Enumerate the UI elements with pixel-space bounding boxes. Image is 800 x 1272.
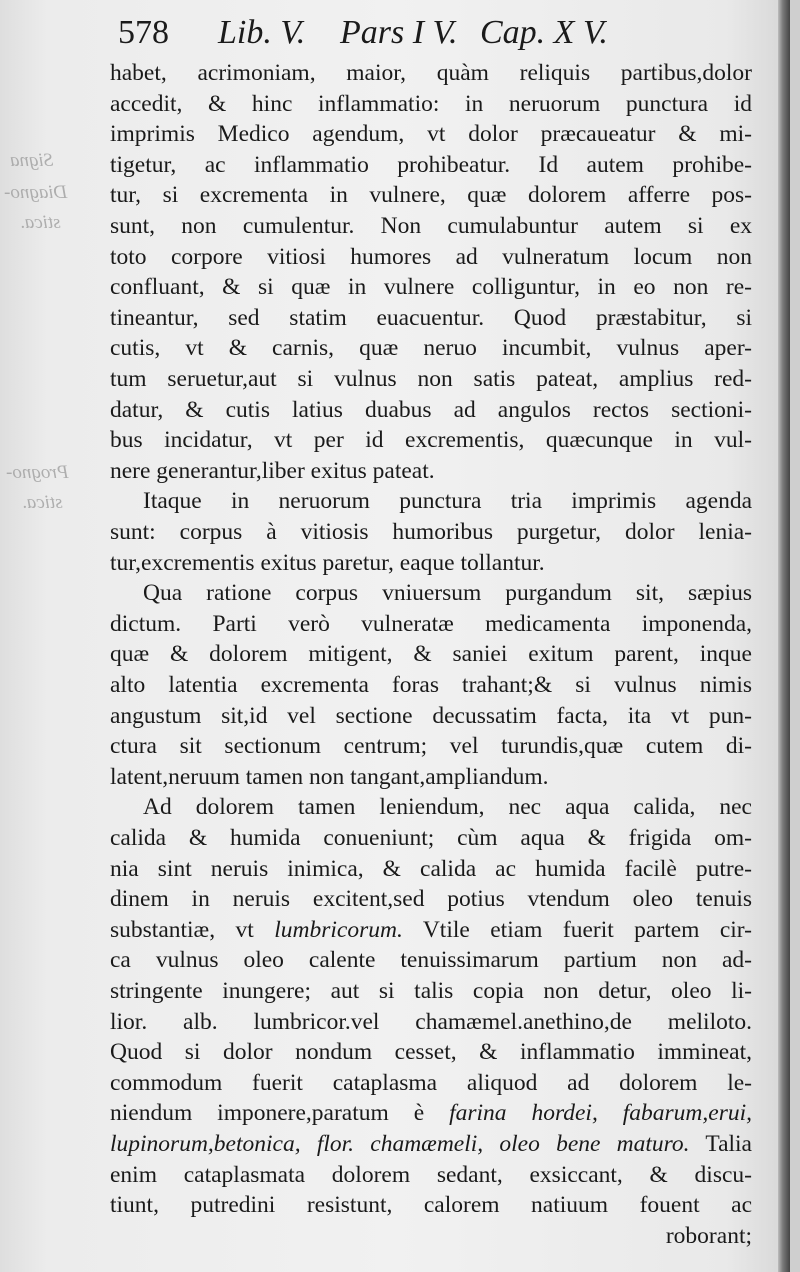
text-line: Quod si dolor nondum cesset, & inflammatio immineat, xyxy=(110,1039,752,1066)
text-line: latent,neruum tamen non tangant,ampliandum. xyxy=(110,763,549,790)
text-line: habet, acrimoniam, maior, quàm reliquis partibus,dolor xyxy=(110,60,752,86)
header-part: Pars I V. xyxy=(340,14,458,51)
text-segment: substantiæ, vt xyxy=(110,916,275,943)
italic-term: farina hordei, fabarum,erui, xyxy=(449,1100,752,1127)
text-line xyxy=(110,1098,752,1128)
text-line: quæ & dolorem mitigent, & saniei exitum parent, inque xyxy=(110,641,752,668)
text-segment: niendum imponere,paratum è xyxy=(110,1100,450,1127)
text-line: nere generantur,liber exitus pateat. xyxy=(110,457,435,484)
text-line: imprimis Medico agendum, vt dolor præcaueatur & mi- xyxy=(110,121,752,148)
text-segment: tiunt, putredini resistunt, calorem natiuum fouent ac xyxy=(110,1192,752,1219)
text-line: datur, & cutis latius duabus ad angulos rectos sectioni- xyxy=(110,396,752,423)
text-line xyxy=(110,1160,752,1190)
text-line: nia sint neruis inimica, & calida ac humida facilè putre- xyxy=(110,855,752,882)
text-segment: Vtile etiam fuerit partem cir- xyxy=(402,916,752,943)
text-line: toto corpore vitiosi humores ad vulneratum locum non xyxy=(110,243,752,270)
text-line: dinem in neruis excitent,sed potius vtendum oleo tenuis xyxy=(110,886,752,913)
margin-note-signa: Signa xyxy=(10,150,54,171)
text-segment: roborant; xyxy=(665,1222,752,1249)
text-line: tum seruetur,aut si vulnus non satis pateat, amplius red- xyxy=(110,366,752,392)
margin-note-stica-1: stica. xyxy=(20,212,61,233)
text-line xyxy=(110,915,752,945)
text-line: sunt: corpus à vitiosis humoribus purgetur, dolor lenia- xyxy=(110,519,752,545)
italic-term: lupinorum,betonica, flor. chamæmeli, oleo bene maturo. xyxy=(110,1131,690,1157)
text-line: angustum sit,id vel sectione decussatim facta, ita vt pun- xyxy=(110,702,752,729)
text-line: dictum. Parti verò vulneratæ medicamenta imponenda, xyxy=(110,610,752,637)
margin-note-diagno: Diagno- xyxy=(4,182,68,203)
text-line: accedit, & hinc inflammatio: in neruorum punctura id xyxy=(110,90,752,117)
text-line: Qua ratione corpus vniuersum purgandum sit, sæpius xyxy=(143,580,752,607)
text-line: sunt, non cumulentur. Non cumulabuntur autem si ex xyxy=(110,213,752,239)
text-line xyxy=(110,1190,752,1220)
text-segment: Talia xyxy=(689,1131,752,1157)
text-line: lior. alb. lumbricor.vel chamæmel.anethino,de meliloto. xyxy=(110,1008,752,1035)
text-segment: enim cataplasmata dolorem sedant, exsiccant, & discu- xyxy=(110,1161,752,1188)
text-line: bus incidatur, vt per id excrementis, quæcunque in vul- xyxy=(110,427,752,454)
header-chapter: Cap. X V. xyxy=(480,14,608,51)
text-line: ca vulnus oleo calente tenuissimarum partium non ad- xyxy=(110,947,752,974)
page-number: 578 xyxy=(118,14,169,51)
text-line xyxy=(110,1129,752,1159)
text-line: tigetur, ac inflammatio prohibeatur. Id autem prohibe- xyxy=(110,151,752,178)
text-line: commodum fuerit cataplasma aliquod ad dolorem le- xyxy=(110,1069,752,1096)
text-line: Itaque in neruorum punctura tria imprimis agenda xyxy=(143,488,752,515)
margin-note-progno: Progno- xyxy=(6,462,69,483)
text-line: cutis, vt & carnis, quæ neruo incumbit, vulnus aper- xyxy=(110,335,752,362)
italic-term: lumbricorum. xyxy=(274,916,403,943)
text-line: Ad dolorem tamen leniendum, nec aqua calida, nec xyxy=(143,794,752,821)
text-line: alto latentia excrementa foras trahant;& si vulnus nimis xyxy=(110,672,752,698)
text-line: ctura sit sectionum centrum; vel turundis,quæ cutem di- xyxy=(110,733,752,760)
text-line: tur,excrementis exitus paretur, eaque tollantur. xyxy=(110,549,545,576)
header-book: Lib. V. xyxy=(218,14,306,51)
text-line: tineantur, sed statim euacuentur. Quod præstabitur, si xyxy=(110,304,752,331)
text-line: stringente inungere; aut si talis copia non detur, oleo li- xyxy=(110,978,752,1004)
running-header xyxy=(118,14,758,58)
text-line: tur, si excrementa in vulnere, quæ dolorem afferre pos- xyxy=(110,182,752,209)
text-line xyxy=(110,1221,752,1251)
text-line: calida & humida conueniunt; cùm aqua & frigida om- xyxy=(110,825,752,851)
margin-note-stica-2: stica. xyxy=(22,492,63,513)
book-gutter xyxy=(778,0,790,1272)
text-line: confluant, & si quæ in vulnere colliguntur, in eo non re- xyxy=(110,274,752,301)
